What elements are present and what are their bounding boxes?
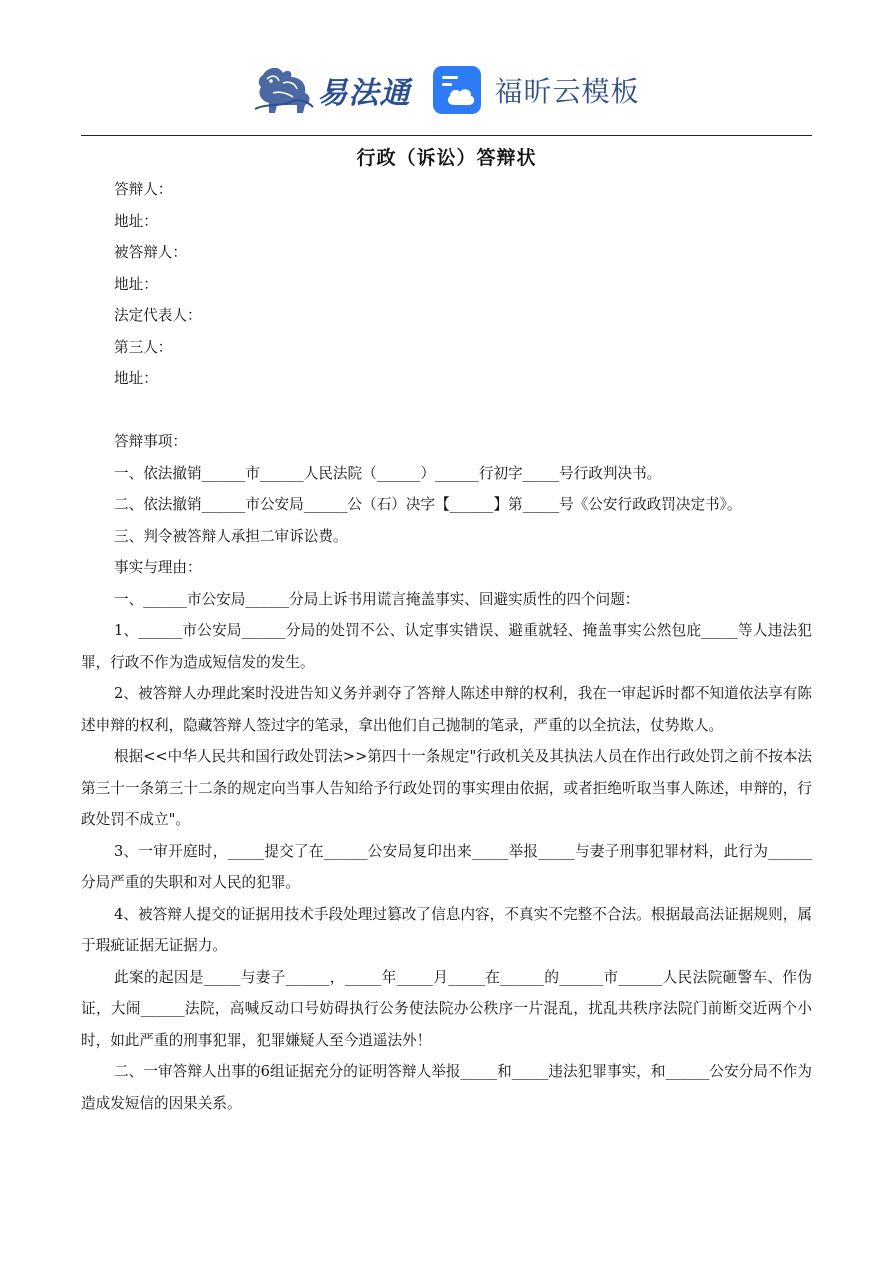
- party-line: 地址：: [114, 275, 158, 293]
- paragraph: 2、被答辩人办理此案时没进告知义务并剥夺了答辩人陈述申辩的权利，我在一审起诉时都不知道依法享有陈述申辩的权利，隐藏答辩人签过字的笔录，拿出他们自己抛制的笔录，严重的以全抗法，仗势欺人。: [81, 685, 812, 734]
- spacer: [81, 395, 812, 427]
- section-heading: 答辩事项：: [114, 433, 187, 450]
- paragraph: 根据<<中华人民共和国行政处罚法>>第四十一条规定"行政机关及其执法人员在作出行政处罚之前不按本法第三十一条第三十二条的规定向当事人告知给予行政处罚的事实理由依据，或者拒绝听取当事人陈述，申辩的，行政处罚不成立"。: [81, 748, 812, 828]
- foxit-template-logo-text: 福昕云模板: [494, 75, 640, 108]
- paragraph: 三、判令被答辩人承担二审诉讼费。: [114, 527, 348, 545]
- section-heading: 事实与理由：: [114, 559, 202, 576]
- paragraph: 一、依法撤销______市______人民法院（______）______行初字_____号行政判决书。: [114, 464, 662, 482]
- page-header: [0, 58, 893, 122]
- party-line: 地址：: [114, 212, 158, 230]
- paragraph: 二、一审答辩人出事的6组证据充分的证明答辩人举报_____和_____违法犯罪事实，和______公安分局不作为造成发短信的因果关系。: [81, 1063, 812, 1112]
- cloud-document-icon: [432, 65, 482, 115]
- yifatong-logo: [253, 63, 410, 117]
- party-line: 地址：: [114, 370, 158, 387]
- party-line: 第三人：: [114, 338, 173, 356]
- party-line: 法定代表人：: [114, 307, 202, 324]
- party-line: 被答辩人：: [114, 244, 187, 261]
- document-body: [81, 174, 812, 1119]
- foxit-template-logo: [432, 65, 639, 115]
- paragraph: 4、被答辩人提交的证据用技术手段处理过篡改了信息内容，不真实不完整不合法。根据最高法证据规则，属于瑕疵证据无证据力。: [81, 905, 812, 954]
- document-title: 行政（诉讼）答辩状: [356, 147, 537, 169]
- qilin-icon: [253, 63, 315, 117]
- paragraph: 一、______市公安局______分局上诉书用谎言掩盖事实、回避实质性的四个问题：: [114, 590, 640, 608]
- party-line: 答辩人：: [114, 181, 173, 198]
- paragraph: 3、一审开庭时，_____提交了在______公安局复印出来_____举报_____与妻子刑事犯罪材料，此行为______分局严重的失职和对人民的犯罪。: [81, 842, 812, 891]
- paragraph: 此案的起因是_____与妻子______，_____年_____月_____在______的______市______人民法院砸警车、作伪证，大闹______法院，高喊反动口号妨碍执行公务使法院办公秩序一片混乱，扰乱共秩序法院门前断交近两个小时，如此严重的刑事犯罪，犯罪嫌疑人至今逍遥法外！: [81, 968, 812, 1049]
- yifatong-logo-text: 易法通: [317, 76, 411, 111]
- paragraph: 二、依法撤销______市公安局______公（石）决字【______】第_____号《公安行政政罚决定书》。: [114, 496, 742, 513]
- header-divider: [81, 135, 812, 136]
- paragraph: 1、______市公安局______分局的处罚不公、认定事实错误、避重就轻、掩盖事实公然包庇_____等人违法犯罪，行政不作为造成短信发的发生。: [81, 622, 812, 671]
